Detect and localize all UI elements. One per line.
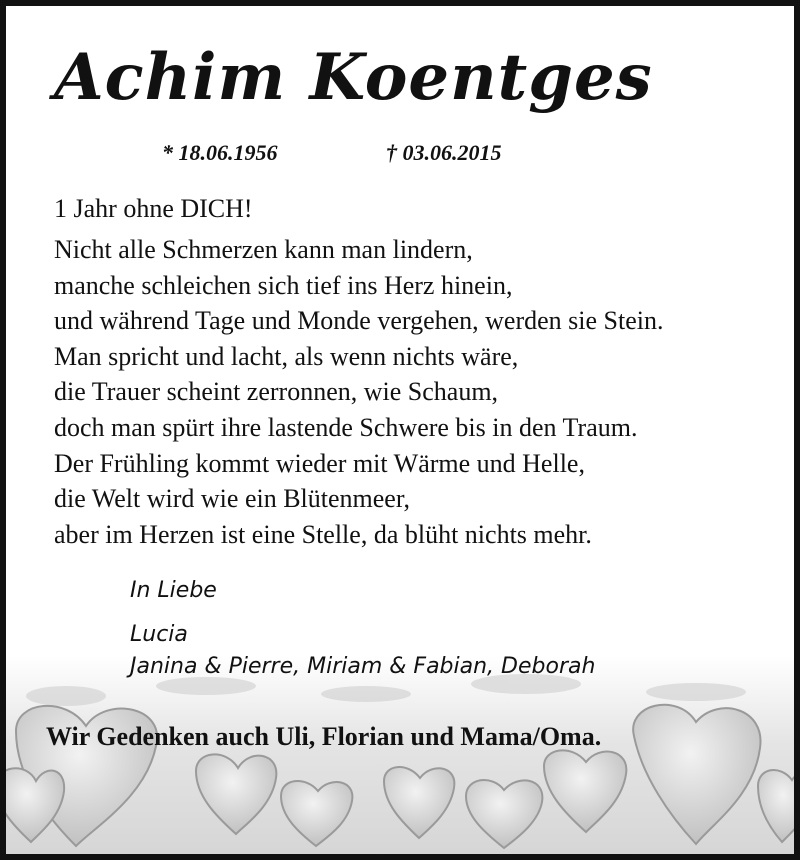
signature-closing: In Liebe — [130, 578, 217, 603]
deceased-name: Achim Koentges — [54, 40, 653, 115]
poem-line: Man spricht und lacht, als wenn nichts wäre, — [54, 341, 519, 371]
poem-line: die Trauer scheint zerronnen, wie Schaum, — [54, 377, 499, 407]
headline: 1 Jahr ohne DICH! — [54, 194, 253, 223]
birth-date: * 18.06.1956 — [162, 140, 278, 165]
poem-line: doch man spürt ihre lastende Schwere bis in den Traum. — [54, 412, 638, 442]
poem-line: aber im Herzen ist eine Stelle, da blüht nichts mehr. — [54, 519, 592, 549]
heart-stones-image — [6, 656, 794, 854]
poem — [54, 232, 664, 552]
signature-name: Janina & Pierre, Miriam & Fabian, Deborah — [130, 654, 596, 679]
poem-line: Nicht alle Schmerzen kann man lindern, — [54, 235, 473, 264]
poem-line: die Welt wird wie ein Blütenmeer, — [54, 484, 410, 514]
signature-name: Lucia — [130, 622, 188, 647]
death-date: † 03.06.2015 — [386, 140, 502, 165]
memorial-line: Wir Gedenken auch Uli, Florian und Mama/Oma. — [46, 722, 602, 751]
poem-line: manche schleichen sich tief ins Herz hinein, — [54, 270, 513, 300]
poem-line: und während Tage und Monde vergehen, werden sie Stein. — [54, 306, 664, 336]
poem-line: Der Frühling kommt wieder mit Wärme und Helle, — [54, 448, 585, 478]
